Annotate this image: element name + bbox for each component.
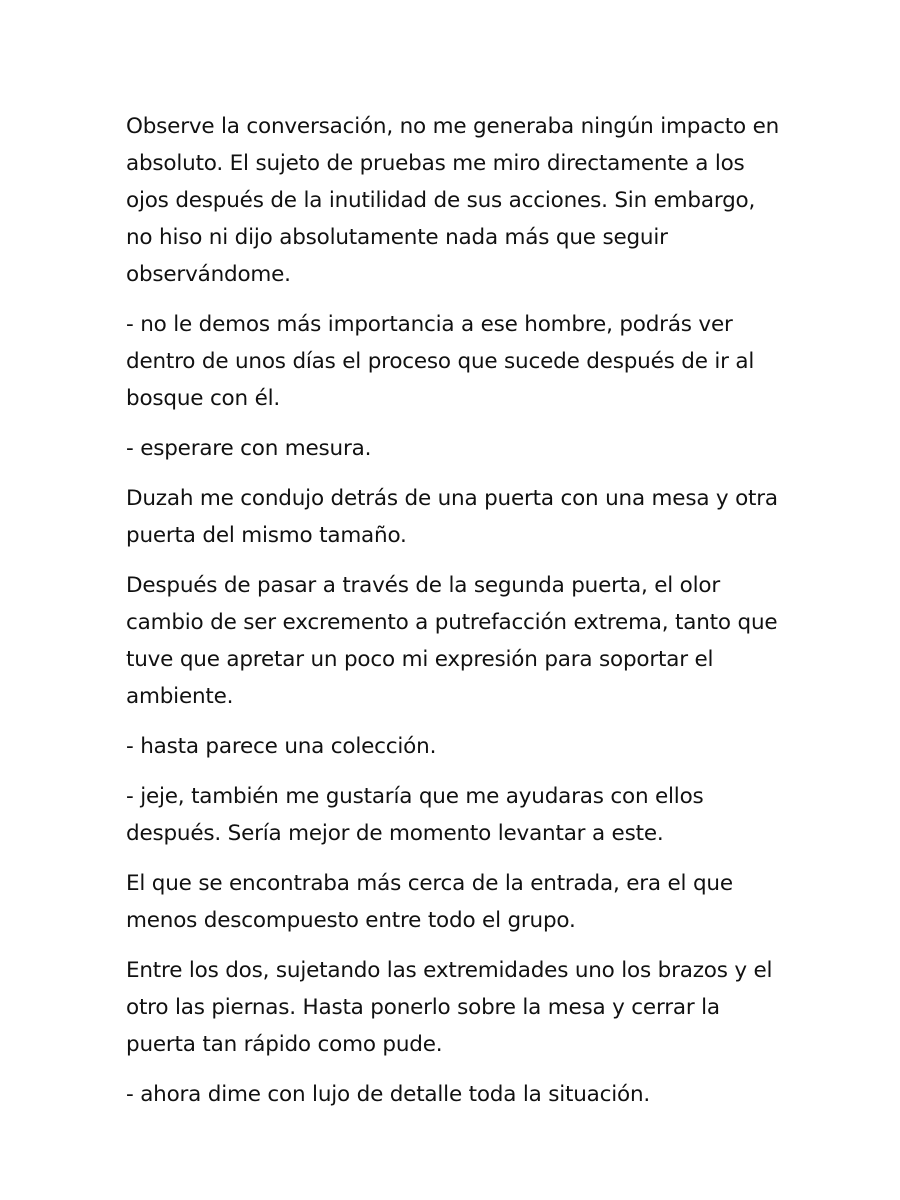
paragraph: - ahora dime con lujo de detalle toda la situación. xyxy=(126,1082,651,1107)
paragraph: Entre los dos, sujetando las extremidades uno los brazos y el otro las piernas. Hasta ponerlo sobre la mesa y cerrar la puerta tan rápido como pude. xyxy=(126,958,773,1057)
paragraph: El que se encontraba más cerca de la entrada, era el que menos descompuesto entre todo el grupo. xyxy=(126,871,733,933)
paragraph: Después de pasar a través de la segunda puerta, el olor cambio de ser excremento a putrefacción extrema, tanto que tuve que apretar un poco mi expresión para soportar el ambiente. xyxy=(126,573,778,709)
paragraph: Observe la conversación, no me generaba ningún impacto en absoluto. El sujeto de pruebas me miro directamente a los ojos después de la inutilidad de sus acciones. Sin embargo, no hiso ni dijo absolutamente nada más que seguir observándome. xyxy=(126,114,780,287)
paragraph: - hasta parece una colección. xyxy=(126,734,437,759)
paragraph: - jeje, también me gustaría que me ayudaras con ellos después. Sería mejor de momento levantar a este. xyxy=(126,784,704,846)
paragraph: - esperare con mesura. xyxy=(126,436,372,461)
body-text xyxy=(126,108,786,1126)
paragraph: - no le demos más importancia a ese hombre, podrás ver dentro de unos días el proceso que sucede después de ir al bosque con él. xyxy=(126,312,755,411)
paragraph: Duzah me condujo detrás de una puerta con una mesa y otra puerta del mismo tamaño. xyxy=(126,486,778,548)
